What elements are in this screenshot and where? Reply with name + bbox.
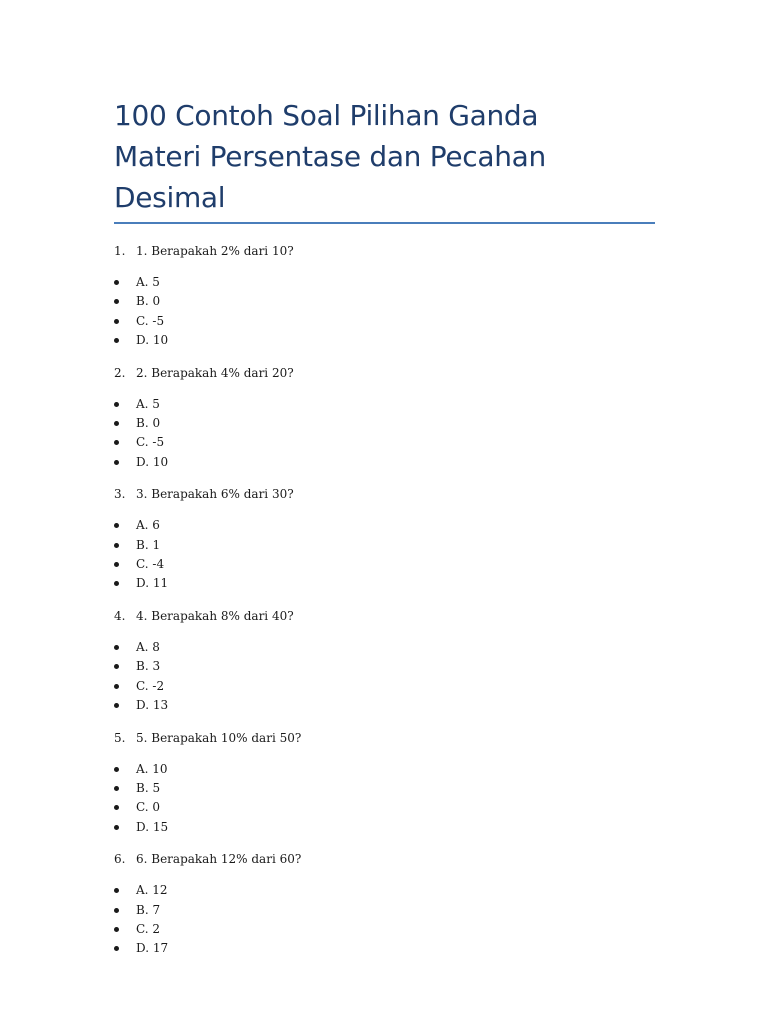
option-text: D. 15 [136, 819, 169, 834]
bullet-icon [114, 516, 136, 535]
bullet-icon [114, 536, 136, 555]
option-text: A. 12 [136, 883, 168, 898]
bullet-icon [114, 798, 136, 817]
option-list [114, 760, 655, 837]
question-1 [114, 242, 655, 350]
document-page [114, 95, 655, 959]
bullet-icon [114, 638, 136, 657]
option-text: D. 10 [136, 454, 169, 469]
option-text: A. 10 [136, 761, 168, 776]
option-text: C. 0 [136, 800, 161, 815]
option-text: A. 5 [136, 396, 160, 411]
question-3 [114, 485, 655, 593]
bullet-icon [114, 696, 136, 715]
bullet-icon [114, 881, 136, 900]
option-text: C. -4 [136, 556, 165, 571]
bullet-icon [114, 292, 136, 311]
option-text: D. 11 [136, 576, 169, 591]
question-line [114, 364, 655, 383]
option-item [114, 657, 655, 676]
question-line [114, 850, 655, 869]
bullet-icon [114, 555, 136, 574]
option-item [114, 433, 655, 452]
option-text: B. 3 [136, 659, 161, 674]
question-5 [114, 729, 655, 837]
option-text: C. -5 [136, 313, 165, 328]
option-text: D. 10 [136, 332, 169, 347]
bullet-icon [114, 779, 136, 798]
option-text: A. 6 [136, 518, 160, 533]
option-list [114, 881, 655, 958]
option-text: C. -2 [136, 678, 165, 693]
option-item [114, 798, 655, 817]
option-item [114, 395, 655, 414]
question-6 [114, 850, 655, 958]
option-text: D. 13 [136, 697, 169, 712]
bullet-icon [114, 574, 136, 593]
bullet-icon [114, 818, 136, 837]
option-item [114, 331, 655, 350]
option-item [114, 536, 655, 555]
option-item [114, 920, 655, 939]
question-text: 1. Berapakah 2% dari 10? [136, 244, 294, 258]
question-line [114, 607, 655, 626]
option-list [114, 638, 655, 715]
title-underline [114, 222, 655, 224]
title-line-2: Materi Persentase dan Pecahan Desimal [114, 140, 546, 214]
document-title [114, 95, 655, 218]
option-item [114, 901, 655, 920]
bullet-icon [114, 760, 136, 779]
option-list [114, 395, 655, 472]
bullet-icon [114, 657, 136, 676]
option-item [114, 273, 655, 292]
option-item [114, 881, 655, 900]
question-2 [114, 364, 655, 472]
option-item [114, 760, 655, 779]
option-item [114, 516, 655, 535]
question-list [114, 242, 655, 959]
bullet-icon [114, 453, 136, 472]
option-text: D. 17 [136, 941, 169, 956]
option-item [114, 312, 655, 331]
option-item [114, 292, 655, 311]
bullet-icon [114, 433, 136, 452]
option-item [114, 779, 655, 798]
option-text: C. -5 [136, 435, 165, 450]
question-number: 4. [114, 609, 126, 624]
option-text: B. 0 [136, 294, 161, 309]
question-line [114, 729, 655, 748]
option-text: C. 2 [136, 922, 161, 937]
bullet-icon [114, 395, 136, 414]
question-number: 5. [114, 730, 126, 745]
option-text: B. 0 [136, 415, 161, 430]
option-list [114, 516, 655, 593]
question-number: 3. [114, 487, 126, 502]
option-item [114, 696, 655, 715]
question-text: 4. Berapakah 8% dari 40? [136, 609, 294, 624]
option-item [114, 574, 655, 593]
option-item [114, 453, 655, 472]
option-text: B. 7 [136, 902, 161, 917]
option-item [114, 818, 655, 837]
bullet-icon [114, 901, 136, 920]
title-line-1: 100 Contoh Soal Pilihan Ganda [114, 99, 539, 132]
option-item [114, 939, 655, 958]
option-list [114, 273, 655, 350]
bullet-icon [114, 273, 136, 292]
option-text: A. 8 [136, 640, 160, 655]
question-number: 2. [114, 365, 126, 380]
option-text: B. 5 [136, 781, 161, 796]
question-text: 2. Berapakah 4% dari 20? [136, 365, 294, 380]
question-text: 6. Berapakah 12% dari 60? [136, 852, 302, 867]
option-item [114, 555, 655, 574]
question-text: 3. Berapakah 6% dari 30? [136, 487, 294, 502]
bullet-icon [114, 920, 136, 939]
bullet-icon [114, 331, 136, 350]
bullet-icon [114, 939, 136, 958]
option-item [114, 638, 655, 657]
bullet-icon [114, 312, 136, 331]
question-line [114, 485, 655, 504]
bullet-icon [114, 414, 136, 433]
option-item [114, 677, 655, 696]
question-text: 5. Berapakah 10% dari 50? [136, 730, 302, 745]
option-text: A. 5 [136, 275, 160, 289]
question-number: 1. [114, 244, 126, 258]
question-line [114, 242, 655, 261]
option-item [114, 414, 655, 433]
option-text: B. 1 [136, 537, 161, 552]
question-4 [114, 607, 655, 715]
bullet-icon [114, 677, 136, 696]
question-number: 6. [114, 852, 126, 867]
